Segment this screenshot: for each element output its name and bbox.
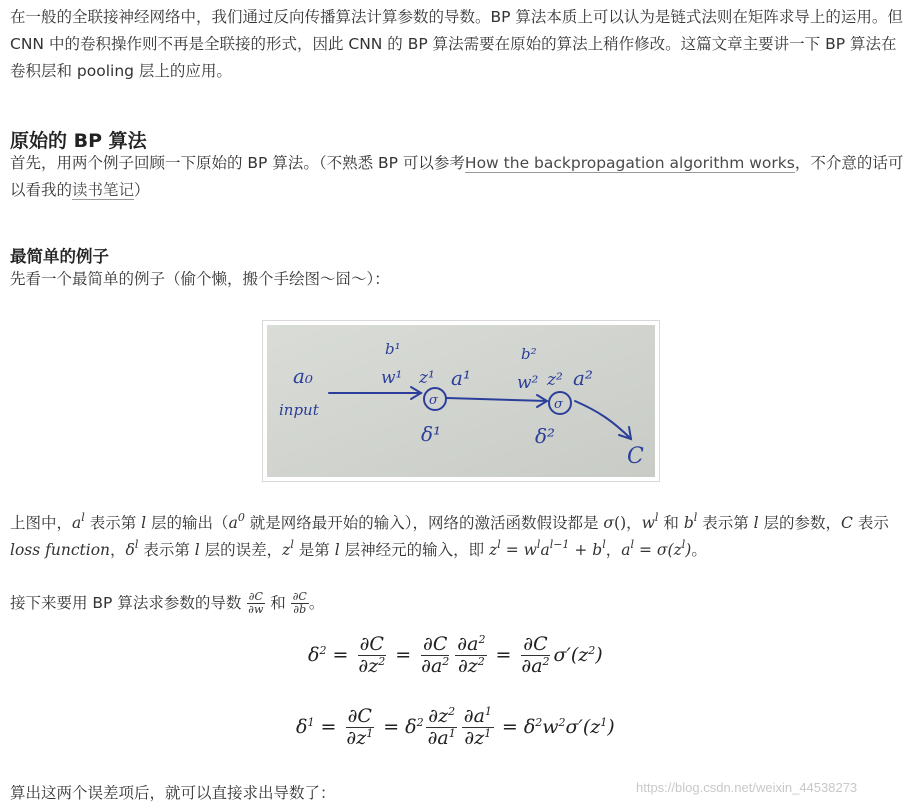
label-a2: a² (573, 366, 593, 390)
label-b1: b¹ (385, 340, 401, 358)
para3-text: 就是网络最开始的输入），网络的激活函数假设都是 (244, 514, 604, 532)
para3-text: 是第 (293, 541, 335, 559)
section-heading-simplest-example: 最简单的例子 (10, 247, 109, 266)
label-z1: z¹ (419, 368, 435, 388)
label-delta1: δ¹ (421, 422, 442, 446)
label-delta2: δ² (535, 424, 556, 448)
label-cost-C: C (627, 444, 644, 469)
equation-delta2: $\delta^2$ = $\frac{\partial C}{\partial z^2}$ = $\frac{\partial C}{\partial a^2}$ $\frac{\partial a^2}{\partial z^2}$ = $\frac{\partial C}{\partial a^2}$ $\sigma'(z^2)$ (308, 633, 603, 677)
math-a-l: $a^l$ (72, 511, 85, 532)
conclusion-paragraph: 算出这两个误差项后，就可以直接求出导数了： (10, 784, 336, 802)
math-delta-l: $\delta^l$ (125, 538, 139, 559)
label-w1: w¹ (381, 368, 403, 388)
math-sigma-fn: σ (603, 514, 615, 532)
notation-paragraph (10, 510, 910, 564)
section1-text-after: ） (134, 181, 150, 199)
para3-text: 和 (658, 514, 684, 532)
para3-text: ， (110, 541, 126, 559)
math-loss-function: loss function (10, 541, 111, 559)
link-reading-notes[interactable]: 读书笔记 (72, 181, 135, 199)
math-l: l (141, 514, 147, 532)
math-dC-dw: $\frac{\partial C}{\partial w}$ (248, 589, 264, 616)
paper-background (267, 325, 655, 477)
label-a0: a₀ (293, 364, 313, 388)
para3-text: 层的误差， (199, 541, 283, 559)
para3-text: 表示第 (138, 541, 195, 559)
para3-text: 。 (691, 541, 707, 559)
math-l: l (194, 541, 200, 559)
para3-text: 上图中， (10, 514, 73, 532)
label-sigma1: σ (429, 393, 438, 408)
section1-text-before: 首先，用两个例子回顾一下原始的 BP 算法。（不熟悉 BP 可以参考 (10, 154, 465, 172)
label-sigma2: σ (554, 397, 563, 412)
math-C: C (841, 514, 853, 532)
equation-delta1: $\delta^1$ = $\frac{\partial C}{\partial z^1}$ = $\delta^2$ $\frac{\partial z^2}{\partial a^1}$ $\frac{\partial a^1}{\partial z^1}$ = $\delta^2w^2\sigma'(z^1)$ (296, 705, 615, 749)
math-l: l (334, 541, 340, 559)
math-a-0: $a^0$ (228, 511, 245, 532)
section1-text-middle: ，不介意的话可以看我的 (10, 154, 904, 199)
para3-text: 表示第 (697, 514, 754, 532)
para4-text: 接下来要用 BP 算法求参数的导数 (10, 594, 247, 612)
label-a1: a¹ (451, 366, 471, 390)
hand-drawn-network-figure (262, 320, 660, 482)
para4-text: 。 (308, 594, 325, 612)
para3-text: 表示 (852, 514, 889, 532)
label-input: input (279, 401, 319, 419)
label-z2: z² (547, 370, 563, 390)
math-l: l (753, 514, 759, 532)
math-dC-db: $\frac{\partial C}{\partial b}$ (292, 589, 307, 616)
derivative-intro-paragraph (10, 590, 910, 617)
para3-text: 表示第 (84, 514, 142, 532)
math-b-l: $b^l$ (683, 511, 698, 532)
link-backprop-how-it-works[interactable]: How the backpropagation algorithm works (464, 154, 795, 172)
label-b2: b² (521, 345, 537, 363)
network-diagram (263, 321, 659, 481)
section2-paragraph: 先看一个最简单的例子（偷个懒，搬个手绘图～囧～）： (10, 270, 390, 288)
math-paren: () (614, 514, 627, 532)
section-heading-original-bp: 原始的 BP 算法 (10, 130, 147, 152)
math-z-equation: $z^l = w^la^{l-1} + b^l$ (489, 538, 606, 559)
para3-text: 层的输出（ (146, 514, 229, 532)
csdn-watermark: https://blog.csdn.net/weixin_44538273 (636, 780, 858, 795)
para3-text: 层的参数， (758, 514, 842, 532)
section1-paragraph (10, 150, 910, 204)
math-a-equation: $a^l = \sigma(z^l)$ (621, 538, 692, 559)
para3-text: ， (626, 514, 642, 532)
math-w-l: $w^l$ (641, 511, 659, 532)
math-z-l: $z^l$ (282, 538, 294, 559)
para3-text: 层神经元的输入，即 (339, 541, 490, 559)
intro-paragraph: 在一般的全联接神经网络中，我们通过反向传播算法计算参数的导数。BP 算法本质上可以认为是链式法则在矩阵求导上的运用。但 CNN 中的卷积操作则不再是全联接的形式，因此 CNN 的 BP 算法需要在原始的算法上稍作修改。这篇文章主要讲一下 BP 算法在卷积层和 pooling 层上的应用。 (10, 8, 903, 80)
para4-text: 和 (265, 594, 291, 612)
para3-text: ， (605, 541, 622, 559)
label-w2: w² (517, 373, 539, 393)
